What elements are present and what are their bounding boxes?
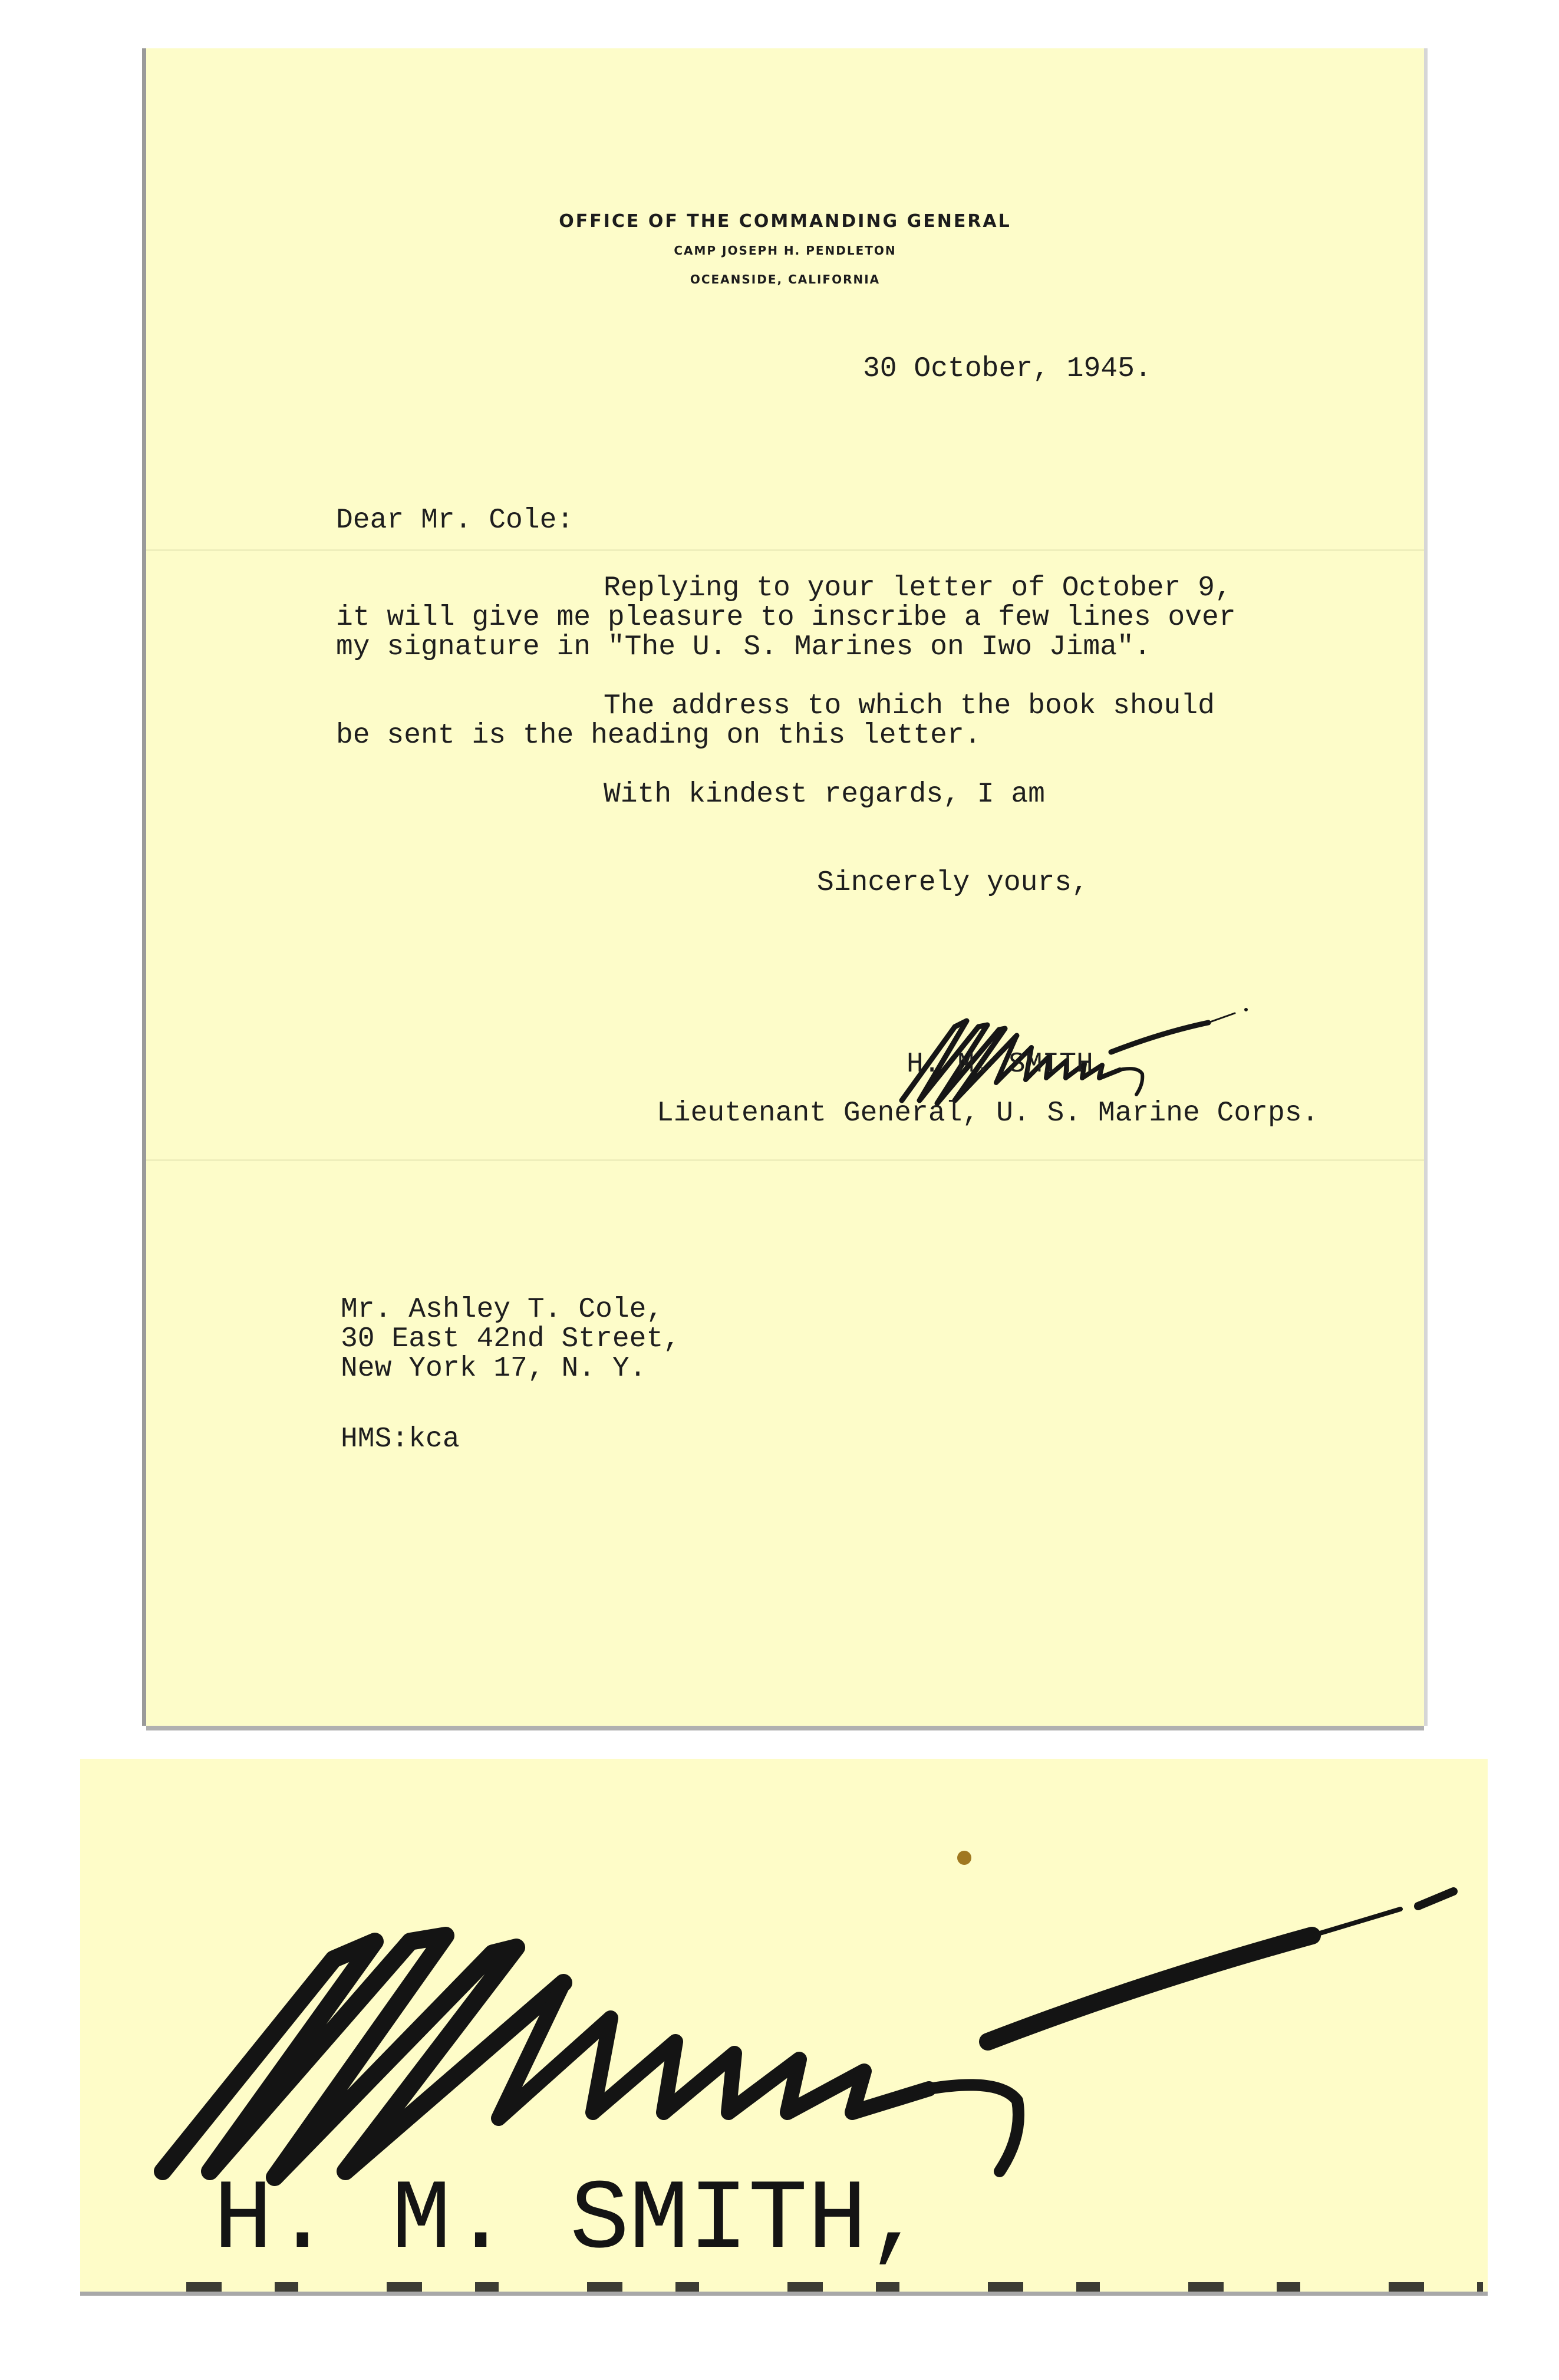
closing: Sincerely yours, [817, 867, 1089, 899]
reference-initials: HMS:kca [341, 1423, 460, 1455]
cropped-text-fragment [186, 2282, 1483, 2292]
signature-detail-crop [80, 1759, 1488, 2292]
body-line: be sent is the heading on this letter. [336, 720, 981, 751]
letterhead-camp: CAMP JOSEPH H. PENDLETON [674, 243, 896, 258]
letter-date: 30 October, 1945. [863, 353, 1152, 385]
body-line: my signature in "The U. S. Marines on Iwo Jima". [336, 631, 1151, 663]
letter-page [146, 48, 1424, 1726]
body-line: With kindest regards, I am [604, 779, 1045, 810]
address-line: New York 17, N. Y. [341, 1353, 647, 1385]
body-line: it will give me pleasure to inscribe a few lines over [336, 602, 1236, 634]
address-line: 30 East 42nd Street, [341, 1323, 681, 1355]
signer-name: H. M. SMITH, [907, 1049, 1110, 1080]
letterhead-office: OFFICE OF THE COMMANDING GENERAL [559, 211, 1011, 232]
signer-title: Lieutenant General, U. S. Marine Corps. [657, 1097, 1319, 1129]
body-line: The address to which the book should [604, 690, 1215, 722]
address-line: Mr. Ashley T. Cole, [341, 1294, 664, 1326]
signer-name-enlarged: H. M. SMITH, [213, 2165, 927, 2277]
body-line: Replying to your letter of October 9, [604, 572, 1232, 604]
salutation: Dear Mr. Cole: [336, 505, 574, 536]
letterhead-location: OCEANSIDE, CALIFORNIA [690, 272, 881, 286]
fold-line [146, 549, 1424, 551]
fold-line [146, 1159, 1424, 1161]
